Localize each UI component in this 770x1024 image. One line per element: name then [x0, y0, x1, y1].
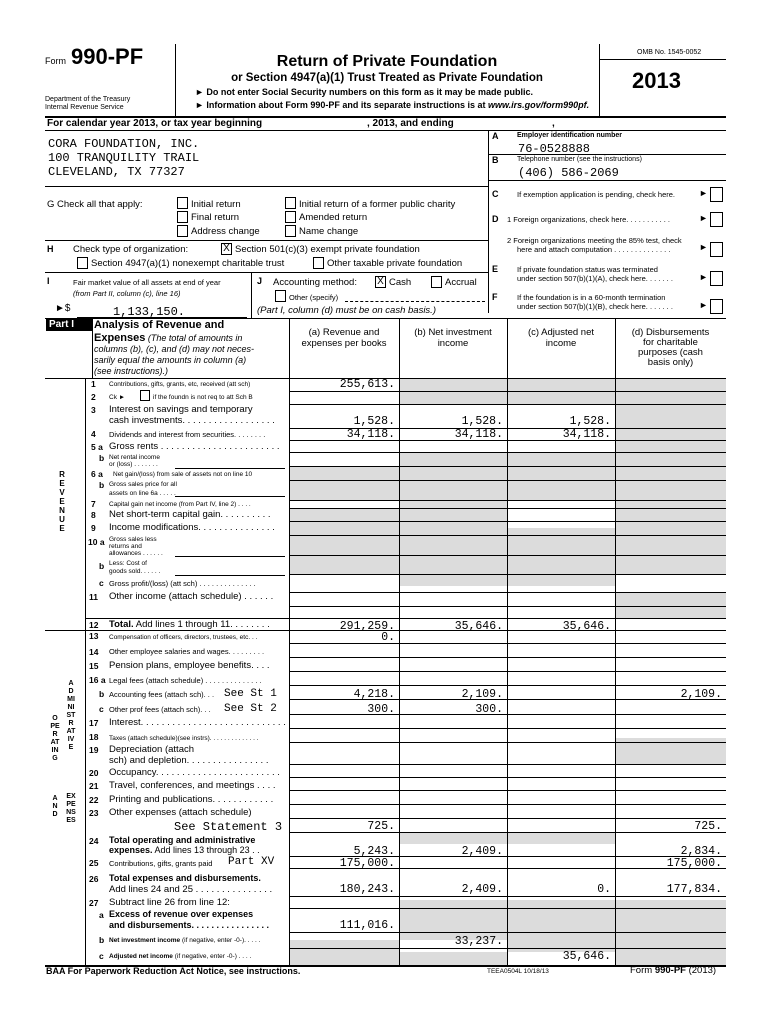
line-23-col-a: 725.: [367, 820, 395, 833]
footer-paperwork: BAA For Paperwork Reduction Act Notice, see instructions.: [46, 966, 301, 976]
4947-trust-checkbox[interactable]: [77, 257, 88, 269]
line-12-col-c: 35,646.: [562, 620, 611, 633]
form-number: 990-PF: [71, 44, 144, 69]
line-27c-col-c: 35,646.: [562, 950, 611, 963]
amended-return-checkbox[interactable]: [285, 211, 296, 223]
expenses-side-label: EXPENSES: [66, 793, 76, 824]
initial-return-former-checkbox[interactable]: [285, 197, 296, 209]
row-rule: [289, 728, 726, 729]
row-rule: [289, 618, 726, 619]
row-rule: [289, 480, 726, 481]
foreign-85-checkbox[interactable]: [710, 242, 723, 257]
omb-number: OMB No. 1545-0052: [637, 49, 702, 56]
row-rule: [289, 777, 726, 778]
foreign-org-checkbox[interactable]: [710, 212, 723, 227]
dept-line2: Internal Revenue Service: [45, 104, 124, 111]
row-rule: [289, 804, 726, 805]
cash-method-checkbox[interactable]: X: [375, 276, 386, 288]
line-2-checkbox[interactable]: [140, 390, 150, 401]
row-rule: [289, 685, 726, 686]
final-return-checkbox[interactable]: [177, 211, 188, 223]
line-16c-col-a: 300.: [367, 703, 395, 716]
line-1-label: Contributions, gifts, grants, etc, received (att sch): [109, 381, 251, 388]
row-rule: [289, 908, 726, 909]
dept-line1: Department of the Treasury: [45, 96, 131, 103]
org-name: CORA FOUNDATION, INC.: [48, 137, 200, 151]
calendar-end: ,: [552, 118, 555, 129]
line-24-col-d: 2,834.: [680, 845, 722, 858]
initial-return-checkbox[interactable]: [177, 197, 188, 209]
calendar-mid: , 2013, and ending: [367, 118, 454, 129]
line-3-col-a: 1,528.: [353, 415, 395, 428]
ein-value: 76-0528888: [518, 142, 591, 156]
row-rule: [289, 555, 726, 556]
section-rule: [45, 630, 85, 631]
row-rule: [289, 535, 726, 536]
row-rule: [289, 832, 726, 833]
line-26-col-d: 177,834.: [666, 883, 722, 896]
line-16b-col-a: 4,218.: [353, 688, 395, 701]
org-address1: 100 TRANQUILITY TRAIL: [48, 151, 200, 165]
row-rule: [289, 643, 726, 644]
row-rule: [289, 932, 726, 933]
and-side-label: AND: [52, 795, 58, 818]
operating-side-label: OPERATING: [50, 715, 60, 762]
line-27b-col-b: 33,237.: [454, 935, 503, 948]
row-rule: [289, 714, 726, 715]
name-change-checkbox[interactable]: [285, 225, 296, 237]
part1-tag: Part I: [46, 319, 92, 331]
footer-form: Form 990-PF (2013): [630, 965, 717, 976]
footer-code: TEEA0504L 10/18/13: [487, 968, 549, 975]
calendar-line: For calendar year 2013, or tax year beginning: [47, 118, 263, 129]
line-12-col-b: 35,646.: [454, 620, 503, 633]
notice-info: ► Information about Form 990-PF and its separate instructions is at www.irs.gov/form990pf.: [195, 100, 590, 110]
line-26-col-a: 180,243.: [339, 883, 395, 896]
org-address2: CLEVELAND, TX 77327: [48, 165, 185, 179]
line-16c-col-b: 300.: [475, 703, 503, 716]
501c3-checkbox[interactable]: X: [221, 243, 232, 255]
row-rule: [289, 948, 726, 949]
termination-507b-checkbox[interactable]: [710, 299, 723, 314]
terminated-507a-checkbox[interactable]: [710, 271, 723, 286]
phone-label: Telephone number (see the instructions): [517, 156, 642, 163]
line-25-col-d: 175,000.: [666, 857, 722, 870]
row-rule: [289, 391, 726, 392]
row-rule: [289, 818, 726, 819]
row-rule: [289, 521, 726, 522]
revenue-side-label: REVENUE: [59, 470, 65, 533]
row-rule: [289, 606, 726, 607]
row-rule: [289, 657, 726, 658]
line-27a-col-a: 111,016.: [339, 919, 395, 932]
row-rule: [289, 574, 726, 575]
tax-year: 2013: [632, 68, 681, 93]
line-26-col-b: 2,409.: [461, 883, 503, 896]
other-taxable-checkbox[interactable]: [313, 257, 324, 269]
address-change-checkbox[interactable]: [177, 225, 188, 237]
line-23-col-d: 725.: [694, 820, 722, 833]
notice-ssn: ► Do not enter Social Security numbers on this form as it may be made public.: [195, 87, 533, 97]
row-rule: [289, 404, 726, 405]
form-word: Form: [45, 56, 66, 66]
line-24-col-a: 5,243.: [353, 845, 395, 858]
line-3-col-c: 1,528.: [569, 415, 611, 428]
row-rule: [289, 592, 726, 593]
line-26-col-c: 0.: [597, 883, 611, 896]
line-25-col-a: 175,000.: [339, 857, 395, 870]
line-4-col-a: 34,118.: [346, 428, 395, 441]
row-rule: [289, 466, 726, 467]
line-4-col-b: 34,118.: [454, 428, 503, 441]
form-title: Return of Private Foundation: [276, 53, 498, 70]
other-method-checkbox[interactable]: [275, 290, 286, 302]
row-rule: [289, 500, 726, 501]
row-rule: [289, 742, 726, 743]
line-13-col-a: 0.: [381, 631, 395, 644]
row-rule: [289, 790, 726, 791]
phone-value: (406) 586-2069: [518, 166, 619, 180]
ein-label: Employer identification number: [517, 132, 623, 139]
row-rule: [289, 671, 726, 672]
line-4-col-c: 34,118.: [562, 428, 611, 441]
line-12-col-a: 291,259.: [339, 620, 395, 633]
section-rule: [85, 630, 289, 631]
form-subtitle: or Section 4947(a)(1) Trust Treated as Private Foundation: [231, 72, 543, 84]
row-rule: [289, 764, 726, 765]
accrual-method-checkbox[interactable]: [431, 276, 442, 288]
line-1-col-a: 255,613.: [339, 378, 395, 391]
row-rule: [289, 452, 726, 453]
line-16b-col-b: 2,109.: [461, 688, 503, 701]
row-rule: [289, 896, 726, 897]
administrative-side-label: ADMINISTRATIVE: [66, 680, 76, 751]
line-3-col-b: 1,528.: [461, 415, 503, 428]
exemption-pending-checkbox[interactable]: [710, 187, 723, 202]
row-rule: [289, 508, 726, 509]
line-16b-col-d: 2,109.: [680, 688, 722, 701]
line-24-col-b: 2,409.: [461, 845, 503, 858]
fmv-value: 1,133,150.: [113, 305, 186, 319]
